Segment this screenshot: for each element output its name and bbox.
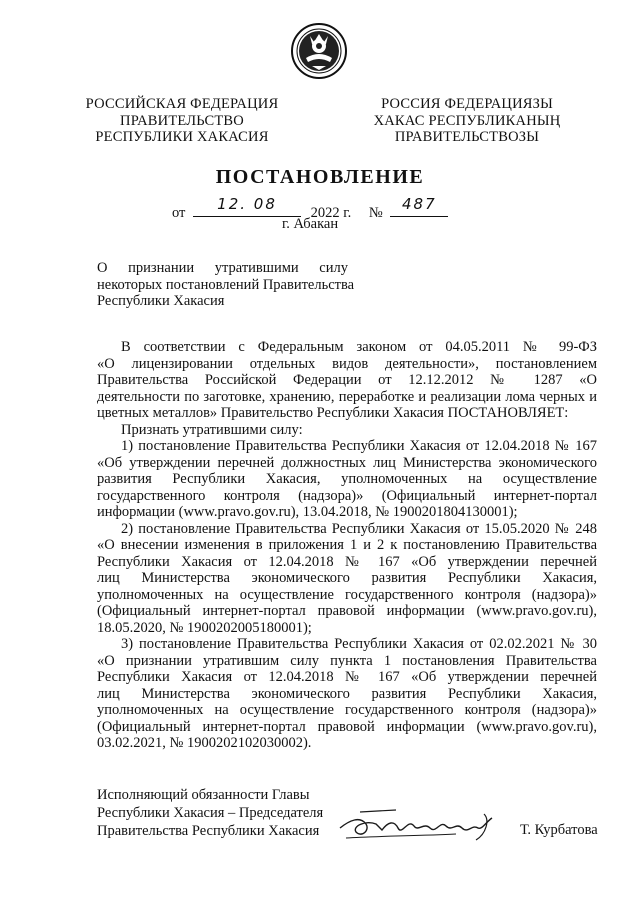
number-handwritten: 487 <box>401 195 437 213</box>
body-line: Республики Хакасия от 12.04.2018 № 167 «Об утверждении перечней <box>97 553 597 570</box>
body-line: 18.05.2020, № 1900202005180001); <box>97 619 312 636</box>
header-left-line: РОССИЙСКАЯ ФЕДЕРАЦИЯ <box>85 96 279 112</box>
date-handwritten: 12. 08 <box>217 195 277 213</box>
body-line: цветных металлов» Правительство Республики Хакасия ПОСТАНОВЛЯЕТ: <box>97 405 569 421</box>
header-left <box>84 96 280 146</box>
body-line: развития Республики Хакасия, уполномоченных на осуществление <box>97 471 597 487</box>
header-right <box>362 96 572 146</box>
body-line: «О признании утратившим силу пункта 1 постановления Правительства <box>97 652 597 669</box>
header-right-line: ХАКАС РЕСПУБЛИКАНЫҢ <box>373 112 561 129</box>
body-line: уполномоченных на осуществление государственного контроля (надзора)» <box>97 702 597 718</box>
signature-block <box>97 786 323 840</box>
body-line: (Официальный интернет-портал правовой информации (www.pravo.gov.ru), <box>97 718 597 735</box>
signer-name: Т. Курбатова <box>520 822 598 838</box>
body-line: (Официальный интернет-портал правовой информации (www.pravo.gov.ru), <box>97 603 597 619</box>
city-label: г. Абакан <box>282 216 339 232</box>
body-line: уполномоченных на осуществление государственного контроля (надзора)» <box>97 586 597 603</box>
header-right-line: РОССИЯ ФЕДЕРАЦИЯЗЫ <box>381 96 553 112</box>
header-left-line: ПРАВИТЕЛЬСТВО <box>120 112 244 129</box>
date-field <box>193 195 301 217</box>
body-line: «О лицензировании отдельных видов деятельности», постановлением <box>97 355 597 372</box>
handwritten-signature <box>336 800 516 848</box>
subject-block <box>97 260 355 310</box>
signature-title-line: Республики Хакасия – Председателя <box>97 805 324 821</box>
subject-line: некоторых постановлений Правительства <box>97 276 355 293</box>
body-line: Республики Хакасия от 12.04.2018 № 167 «Об утверждении перечней <box>97 669 597 685</box>
document-title: ПОСТАНОВЛЕНИЕ <box>215 166 425 188</box>
header-left-line: РЕСПУБЛИКИ ХАКАСИЯ <box>95 129 269 145</box>
subject-line: О признании утратившими силу <box>97 260 348 276</box>
body-text <box>97 339 597 752</box>
body-line: государственного контроля (надзора)» (Официальный интернет-портал <box>97 487 597 504</box>
body-line: Признать утратившими силу: <box>121 421 303 438</box>
body-line: Правительства Российской Федерации от 12.12.2012 № 1287 «О <box>97 372 597 388</box>
date-prefix: от <box>172 205 186 221</box>
subject-line: Республики Хакасия <box>97 293 225 309</box>
number-field <box>390 195 448 217</box>
body-line: В соответствии с Федеральным законом от 04.05.2011 № 99-ФЗ <box>121 339 597 355</box>
number-sign: № <box>368 205 383 221</box>
body-line: 3) постановление Правительства Республики Хакасия от 02.02.2021 № 30 <box>121 636 597 652</box>
signature-title-line: Исполняющий обязанности Главы <box>97 787 310 803</box>
body-line: «О внесении изменения в приложения 1 и 2 к постановлению Правительства <box>97 537 597 553</box>
signature-title-line: Правительства Республики Хакасия <box>97 823 320 839</box>
body-line: «Об утверждении перечней должностных лиц Министерства экономического <box>97 454 597 471</box>
header-right-line: ПРАВИТЕЛЬСТВОЗЫ <box>394 129 540 145</box>
body-line: 2) постановление Правительства Республики Хакасия от 15.05.2020 № 248 <box>121 520 597 537</box>
body-line: лиц Министерства экономического развития Республики Хакасия, <box>97 685 597 702</box>
body-line: информации (www.pravo.gov.ru), 13.04.2018, № 1900201804130001); <box>97 504 518 520</box>
year-label: 2022 г. <box>310 205 352 221</box>
body-line: 03.02.2021, № 1900202102030002). <box>97 735 312 751</box>
body-line: 1) постановление Правительства Республики Хакасия от 12.04.2018 № 167 <box>121 438 597 454</box>
body-line: лиц Министерства экономического развития Республики Хакасия, <box>97 570 597 586</box>
coat-of-arms-icon <box>290 22 348 80</box>
body-line: деятельности по заготовке, хранению, переработке и реализации лома черных и <box>97 388 597 405</box>
